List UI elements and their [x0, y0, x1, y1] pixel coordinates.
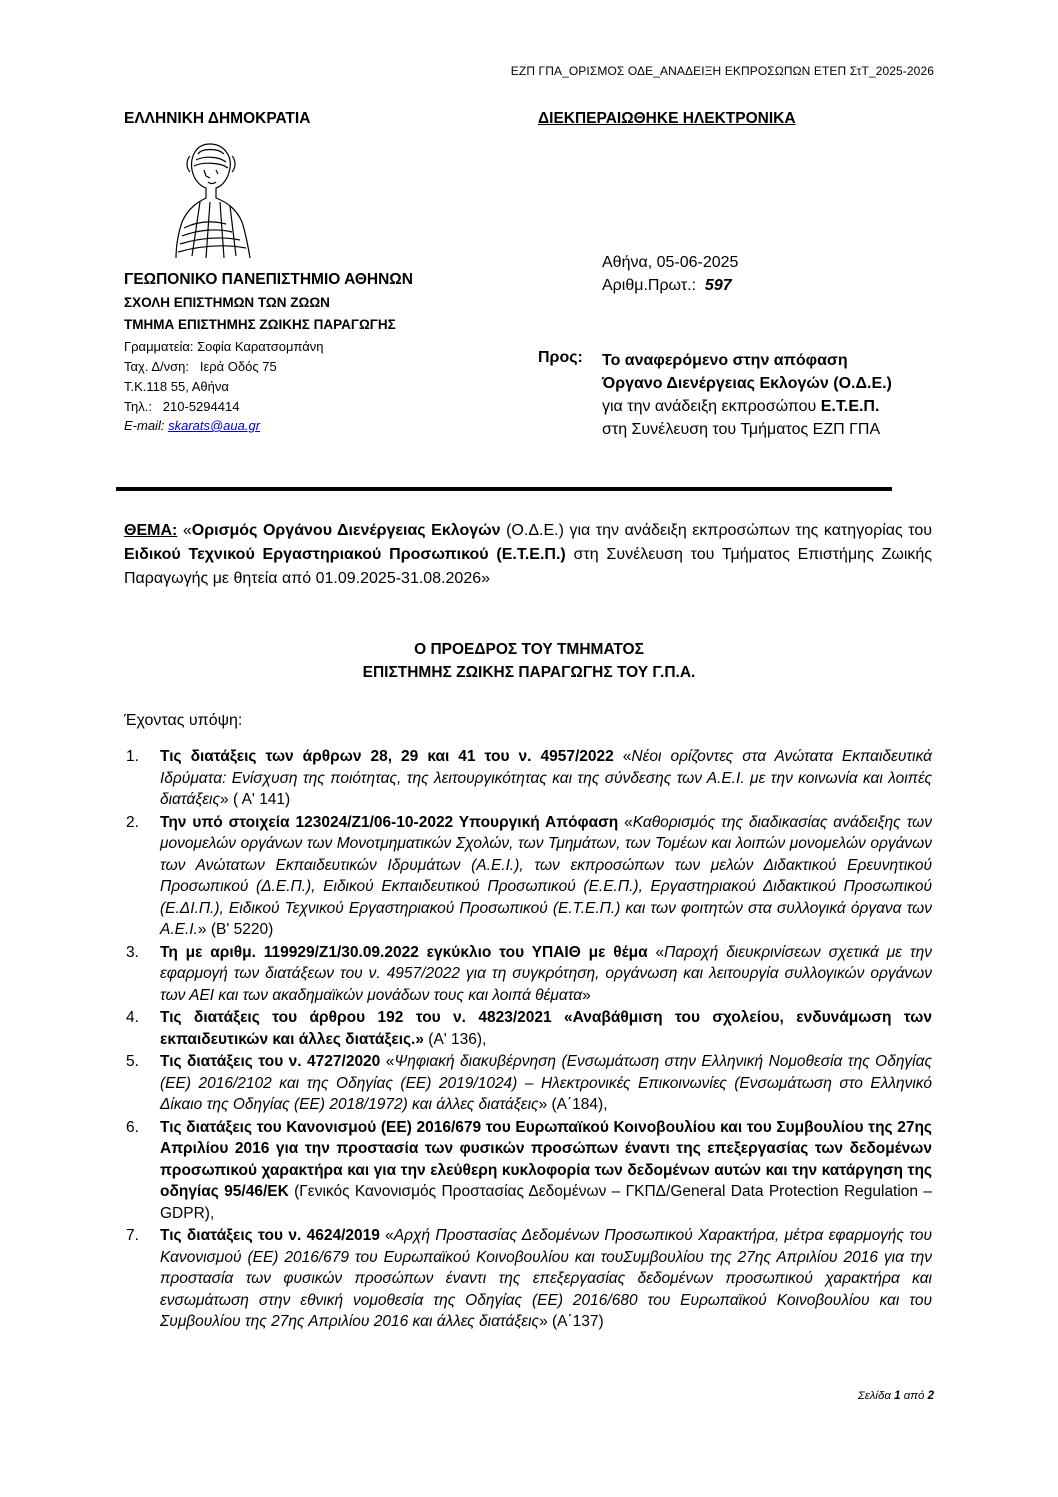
email-link[interactable]: skarats@aua.gr [168, 418, 261, 433]
republic-heading: ΕΛΛΗΝΙΚΗ ΔΗΜΟΚΡΑΤΙΑ [124, 110, 311, 127]
list-item [124, 812, 932, 941]
electronic-processing-note: ΔΙΕΚΠΕΡΑΙΩΘΗΚΕ ΗΛΕΚΤΡΟΝΙΚΑ [538, 110, 796, 127]
list-item-bold: Τις διατάξεις των άρθρων 28, 29 και 41 του ν. 4957/2022 [160, 748, 614, 765]
list-item-italic: Αρχή Προστασίας Δεδομένων Προσωπικού Χαρακτήρα, μέτρα εφαρμογής του Κανονισμού (ΕΕ) 2016/679 του Ευρωπαϊκού Κοινοβουλίου και τουΣυμβουλίου της 27ης Απριλίου 2016 για την προστασία των φυσικών προσώπων έναντι της επεξεργασίας δεδομένων προσωπικού χαρακτήρα και ενσωμάτωση στην εθνική νομοθεσία της Οδηγίας (ΕΕ) 2016/680 του Ευρωπαϊκού Κοινοβουλίου και του Συμβουλίου της 27ης Απριλίου 2016 και άλλες διατάξεις [160, 1227, 932, 1330]
protocol-number-line [602, 277, 732, 295]
list-item-text: « [380, 1053, 395, 1070]
list-item-number: 3. [126, 943, 139, 961]
page-number-footer [858, 1390, 934, 1402]
list-item-text: « [618, 813, 633, 831]
list-item-text-end: » (Α΄137) [539, 1313, 604, 1330]
list-item-text: (Γενικός Κανονισμός Προστασίας Δεδομένων – ΓΚΠΔ/General Data Protection Regulation – GDPR), [160, 1183, 932, 1222]
president-heading-line-2: ΕΠΙΣΤΗΜΗΣ ΖΩΙΚΗΣ ΠΑΡΑΓΩΓΗΣ ΤΟΥ Γ.Π.Α. [362, 664, 696, 681]
list-item-bold: Τις διατάξεις του ν. 4727/2020 [160, 1053, 381, 1070]
list-item-italic: Καθορισμός της διαδικασίας ανάδειξης των μονομελών οργάνων των Μονοτμηματικών Σχολών, των Τμημάτων, των Τομέων και λοιπών μονομελών οργάνων των Ανώτατων Εκπαιδευτικών Ιδρυμάτων (Α.Ε.Ι.), των εκπροσώπων των μελών Διδακτικού Ερευνητικού Προσωπικού (Δ.Ε.Π.), Ειδικού Εκπαιδευτικού Προσωπικού (Ε.Ε.Π.), Εργαστηριακού Διδακτικού Προσωπικού (Ε.ΔΙ.Π.), Ειδικού Τεχνικού Εργαστηριακού Προσωπικού (Ε.Τ.Ε.Π.) και των φοιτητών στα συλλογικά όργανα των Α.Ε.Ι. [160, 813, 932, 938]
recipient-text: για την ανάδειξη εκπροσώπου [602, 398, 821, 415]
list-item-text-end: » (Α΄184), [538, 1096, 608, 1113]
phone-line [124, 399, 239, 414]
address-label: Ταχ. Δ/νση: [124, 359, 190, 374]
page-total: 2 [927, 1390, 934, 1402]
president-heading-line-1: Ο ΠΡΟΕΔΡΟΣ ΤΟΥ ΤΜΗΜΑΤΟΣ [414, 641, 644, 658]
subject-text-3: στη Συνέλευση του Τμήματος Επιστήμης Ζωικής Παραγωγής με θητεία από 01.09.2025-31.08.2026» [124, 546, 932, 587]
list-item [124, 942, 932, 1007]
list-item-text-end: » ( Α' 141) [220, 791, 291, 808]
list-item [124, 1051, 932, 1116]
recipient-body-bold: Το αναφερόμενο στην απόφαση Όργανο Διενέργειας Εκλογών (Ο.Δ.Ε.) [602, 352, 892, 392]
list-item-bold: Τις διατάξεις του άρθρου 192 του ν. 4823/2021 «Αναβάθμιση του σχολείου, ενδυνάμωση των εκπαιδευτικών και άλλες διατάξεις.» [160, 1009, 932, 1048]
list-item-text: « [613, 748, 632, 765]
subject-text-2: (Ο.Δ.Ε.) για την ανάδειξη εκπροσώπων της κατηγορίας του [500, 522, 932, 539]
list-item-bold: Την υπό στοιχεία 123024/Ζ1/06-10-2022 Υπουργική Απόφαση [160, 813, 619, 831]
school-name: ΣΧΟΛΗ ΕΠΙΣΤΗΜΩΝ ΤΩΝ ΖΩΩΝ [124, 295, 330, 310]
postcode-line: Τ.Κ.118 55, Αθήνα [124, 379, 229, 394]
list-item-number: 1. [126, 748, 139, 765]
document-code: ΕΖΠ ΓΠΑ_ΟΡΙΣΜΟΣ ΟΔΕ_ΑΝΑΔΕΙΞΗ ΕΚΠΡΟΣΩΠΩΝ ΕΤΕΠ ΣτΤ_2025-2026 [510, 64, 934, 78]
subject-bold-1: Ορισμός Οργάνου Διενέργειας Εκλογών [191, 522, 501, 539]
protocol-label: Αριθμ.Πρωτ.: [602, 277, 697, 294]
department-name: ΤΜΗΜΑ ΕΠΙΣΤΗΜΗΣ ΖΩΙΚΗΣ ΠΑΡΑΓΩΓΗΣ [124, 317, 396, 332]
subject-paragraph [124, 519, 932, 591]
address-value: Ιερά Οδός 75 [199, 359, 277, 374]
secretary-line: Γραμματεία: Σοφία Καρατσομπάνη [124, 339, 324, 354]
phone-label: Τηλ.: [124, 399, 152, 414]
page-current: 1 [894, 1390, 901, 1402]
list-item-text: « [379, 1227, 394, 1244]
list-item-bold: Τις διατάξεις του ν. 4624/2019 [160, 1227, 380, 1244]
recipient-block [602, 349, 902, 441]
document-date: Αθήνα, 05-06-2025 [602, 254, 739, 271]
university-emblem-logo [170, 136, 254, 262]
email-line [124, 418, 260, 433]
list-item-number: 7. [126, 1227, 139, 1244]
list-item-text-end: » [582, 986, 591, 1004]
of-word: από [900, 1390, 928, 1402]
list-item-italic: Νέοι ορίζοντες στα Ανώτατα Εκπαιδευτικά Ιδρύματα: Ενίσχυση της ποιότητας, της λειτουργικότητας και της σύνδεσης των Α.Ε.Ι. με την κοινωνία και λοιπές διατάξεις [160, 748, 932, 808]
list-item-bold: Τη με αριθμ. 119929/Ζ1/30.09.2022 εγκύκλιο του ΥΠΑΙΘ με θέμα [160, 943, 648, 961]
considerations-list [124, 746, 932, 1334]
list-item-text: « [647, 943, 665, 961]
list-item-number: 5. [126, 1053, 139, 1070]
protocol-value: 597 [704, 277, 732, 294]
list-item-bold: Τις διατάξεις του Κανονισμού (ΕΕ) 2016/679 του Ευρωπαϊκού Κοινοβουλίου και του Συμβουλίου της 27ης Απριλίου 2016 για την προστασία των φυσικών προσώπων έναντι της επεξεργασίας των δεδομένων προσωπικού χαρακτήρα και για την ελεύθερη κυκλοφορία των δεδομένων αυτών και την κατάργηση της οδηγίας 95/46/ΕΚ [160, 1118, 932, 1200]
list-item-text-end: » (Β' 5220) [197, 921, 274, 938]
recipient-assembly: στη Συνέλευση του Τμήματος ΕΖΠ ΓΠΑ [602, 421, 881, 438]
list-item-italic: Ψηφιακή διακυβέρνηση (Ενσωμάτωση στην Ελληνική Νομοθεσία της Οδηγίας (ΕΕ) 2016/2102 και της Οδηγίας (ΕΕ) 2019/1024) – Ηλεκτρονικές Επικοινωνίες (Ενσωμάτωση στο Ελληνικό Δίκαιο της Οδηγίας (ΕΕ) 2018/1972) και άλλες διατάξεις [160, 1053, 932, 1113]
list-item-number: 6. [126, 1118, 139, 1136]
list-item [124, 1225, 932, 1333]
subject-bold-2: Ειδικού Τεχνικού Εργαστηριακού Προσωπικού (Ε.Τ.Ε.Π.) [124, 546, 566, 563]
list-item-number: 2. [126, 813, 139, 831]
phone-value: 210-5294414 [162, 399, 240, 414]
recipient-label: Προς: [538, 349, 583, 366]
email-label: E-mail: [124, 418, 165, 433]
recipient-etep: Ε.Τ.Ε.Π. [820, 398, 880, 415]
considerations-intro: Έχοντας υπόψη: [124, 712, 243, 729]
address-line [124, 359, 277, 374]
list-item [124, 746, 932, 811]
subject-label: ΘΕΜΑ: [124, 522, 178, 539]
list-item-italic: Παροχή διευκρινίσεων σχετικά με την εφαρμογή των διατάξεων του ν. 4957/2022 για τη συγκρότηση, οργάνωση και λειτουργία συλλογικών οργάνων των ΑΕΙ και των ακαδημαϊκών μονάδων τους και λοιπά θέματα [160, 943, 932, 1004]
list-item [124, 1117, 932, 1225]
university-name: ΓΕΩΠΟΝΙΚΟ ΠΑΝΕΠΙΣΤΗΜΙΟ ΑΘΗΝΩΝ [124, 271, 413, 288]
list-item-number: 4. [126, 1009, 139, 1026]
subject-text-1: « [177, 522, 192, 539]
list-item [124, 1007, 932, 1050]
list-item-text: (Α' 136), [423, 1030, 487, 1048]
page-word: Σελίδα [857, 1390, 895, 1402]
header-divider [116, 487, 892, 491]
